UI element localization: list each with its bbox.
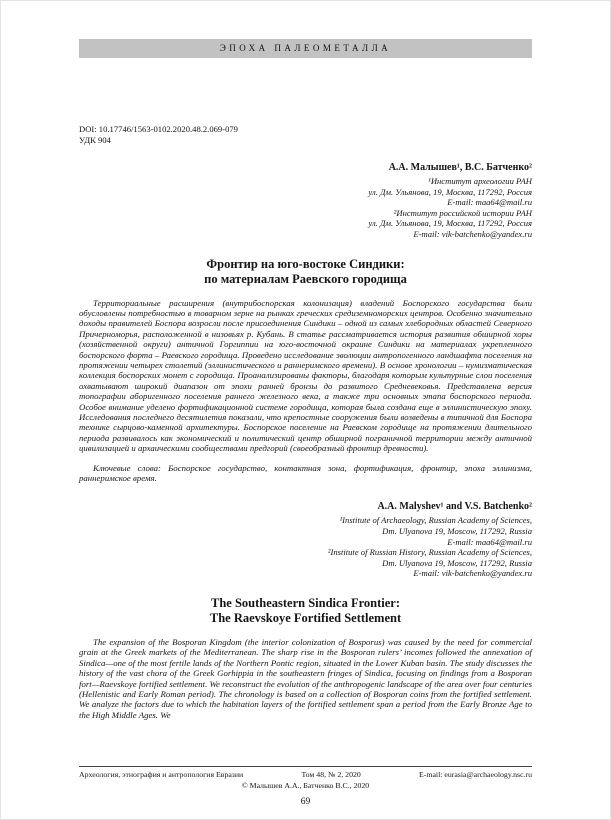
affiliation-line: ¹Institute of Archaeology, Russian Academy of Sciences, — [339, 515, 532, 526]
affiliation-email: E-mail: vik-batchenko@yandex.ru — [413, 568, 532, 579]
affiliation-line: Dm. Ulyanova 19, Moscow, 117292, Russia — [382, 526, 532, 537]
affiliation-line: ²Institute of Russian History, Russian Academy of Sciences, — [327, 547, 532, 558]
abstract-ru: Территориальные расширения (внутрибоспорская колонизация) владений Боспорского государства были обусловлены потребностью в товарном зерне на рынках греческих средиземноморских центров. Особенно значительно доходы правителей Боспора возросли после присоединения Синдики – одной из самых хлебородных областей Северного Причерноморья, расположенной в низовьях р. Кубань. В статье рассматривается история развития обширной хоры (хозяйственной округи) античной Горгиппии на юго-восточной окраине Синдики на материалах укрепленного боспорского форта – Раевского городища. Проведено исследование эволюции антропогенного ландшафта поселения на протяжении четырех столетий (эллинистического и раннеримского времени). В основе хронологии – нумизматическая коллекция боспорских монет с городища. Проанализированы факторы, благодаря которым культурные слои поселения охватывают широкий диапазон от эпохи ранней бронзы до развитого Средневековья. Представлена версия топографии аборигенного поселения раннего железного века, а также три основных этапа боспорского периода. Особое внимание уделено фортификационной системе городища, которая была создана еще в эллинистическую эпоху. Исследования последнего десятилетия показали, что крепостные сооружения были возведены в типичной для Боспора технике сырцово-каменной архитектуры. Боспорское поселение на Раевском городище на протяжении длительного периода развивалось как экономический и политический центр обширной пограничной территории между античной цивилизацией и архаическими сообществами предгорий (своеобразный фронтир древности). — [79, 297, 532, 454]
article-title-ru — [79, 257, 532, 287]
article-title-en-line2: The Raevskoye Fortified Settlement — [209, 611, 402, 626]
affiliation-line: ²Институт российской истории РАН — [393, 207, 532, 218]
affiliation-line: ул. Дм. Ульянова, 19, Москва, 117292, Россия — [368, 186, 532, 197]
affiliation-email: E-mail: maa64@mail.ru — [447, 197, 532, 208]
footer-copyright: © Малышев А.А., Батченко В.С., 2020 — [241, 781, 370, 790]
keywords-ru — [79, 463, 532, 484]
abstract-en: The expansion of the Bosporan Kingdom (the interior colonization of Bosporus) was caused by the need for commercial grain at the Greek markets of the Mediterranean. The sharp rise in the Bosporan rulers’ incomes followed the annexation of Sindica—one of the most fertile lands of the Northern Pontic region, situated in the Lower Kuban basin. The study discusses the history of the vast chora of the Greek Gorhippia in the southeastern fringes of Sindica, focusing on findings from a Bosporan fort—Raevskoye fortified settlement. We reconstruct the evolution of the anthropogenic landscape of the area over four centuries (Hellenistic and Early Roman period). The chronology is based on a collection of Bosporan coins from the fortified settlement. We analyze the factors due to which the habitation layers of the fortified settlement span a period from the Early Bronze Age to the High Middle Ages. We — [79, 637, 532, 720]
keywords-text: Боспорское государство, контактная зона, фортификация, фронтир, эпоха эллинизма, раннеримское время. — [79, 462, 533, 484]
page-number: 69 — [300, 797, 311, 807]
affiliation-email: E-mail: maa64@mail.ru — [447, 536, 532, 547]
authors-block-ru — [79, 162, 532, 240]
authors-names-ru: А.А. Малышев¹, В.С. Батченко² — [388, 162, 532, 173]
authors-block-en — [79, 501, 532, 579]
affiliation-email: E-mail: vik-batchenko@yandex.ru — [413, 228, 532, 239]
affiliation-line: Dm. Ulyanova 19, Moscow, 117292, Russia — [382, 557, 532, 568]
doi-text: DOI: 10.17746/1563-0102.2020.48.2.069-079 — [79, 124, 238, 134]
footer-rule — [79, 766, 532, 767]
article-meta — [79, 124, 532, 146]
section-banner — [79, 39, 532, 58]
section-banner-text: ЭПОХА ПАЛЕОМЕТАЛЛА — [219, 43, 392, 53]
article-title-en — [79, 596, 532, 626]
affiliation-line: ул. Дм. Ульянова, 19, Москва, 117292, Россия — [368, 218, 532, 229]
page-footer — [79, 766, 532, 807]
footer-journal-row — [79, 770, 532, 780]
article-title-ru-line2: по материалам Раевского городища — [204, 271, 407, 286]
authors-names-en: A.A. Malyshev¹ and V.S. Batchenko² — [377, 501, 532, 513]
article-title-ru-line1: Фронтир на юго-востоке Синдики: — [206, 256, 405, 271]
footer-issue: Том 48, № 2, 2020 — [301, 770, 361, 779]
footer-email: E-mail: eurasia@archaeology.nsc.ru — [419, 770, 532, 779]
footer-journal-name: Археология, этнография и антропология Евразии — [79, 770, 244, 779]
article-title-en-line1: The Southeastern Sindica Frontier: — [210, 596, 400, 611]
keywords-label: Ключевые слова: — [93, 462, 161, 473]
udk-text: УДК 904 — [79, 135, 111, 145]
affiliation-line: ¹Институт археологии РАН — [428, 176, 532, 186]
